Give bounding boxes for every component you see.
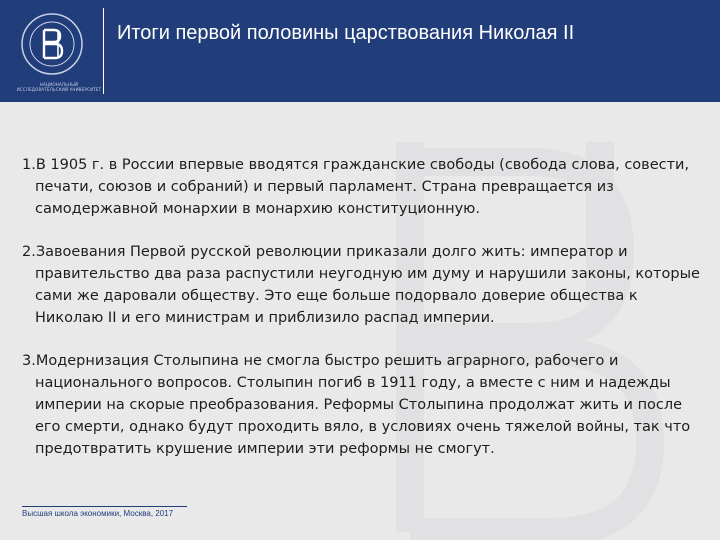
footer-text: Высшая школа экономики, Москва, 2017: [22, 509, 174, 518]
slide-header: [0, 0, 720, 102]
hse-emblem-icon: [8, 8, 96, 80]
paragraph-1: 1.В 1905 г. в России впервые вводятся гражданские свободы (свобода слова, совести, печати, союзов и собраний) и первый парламент. Страна превращается из самодержавной монархии в монархию конституционную.: [22, 157, 690, 217]
paragraph-2: 2.Завоевания Первой русской революции приказали долго жить: император и правительство два раза распустили неугодную им думу и нарушили законы, которые сами же даровали обществу. Это еще больше подорвало доверие общества к Николаю II и его министрам и приблизило распад империи.: [22, 244, 700, 326]
footer-divider: [22, 506, 187, 507]
hse-logo: [8, 8, 102, 96]
slide-content: [22, 154, 702, 481]
slide-title: Итоги первой половины царствования Николая II: [117, 22, 575, 44]
header-divider: [103, 8, 104, 94]
paragraph-3: 3.Модернизация Столыпина не смогла быстро решить аграрного, рабочего и национального вопросов. Столыпин погиб в 1911 году, а вместе с ним и надежды империи на скорые преобразования. Реформы Столыпина продолжат жить и после его смерти, однако будут проходить вяло, в условиях очень тяжелой войны, так что предотвратить крушение империи эти реформы не смогут.: [22, 353, 691, 457]
logo-caption: НАЦИОНАЛЬНЫЙ ИССЛЕДОВАТЕЛЬСКИЙ УНИВЕРСИТЕТ: [16, 82, 102, 92]
